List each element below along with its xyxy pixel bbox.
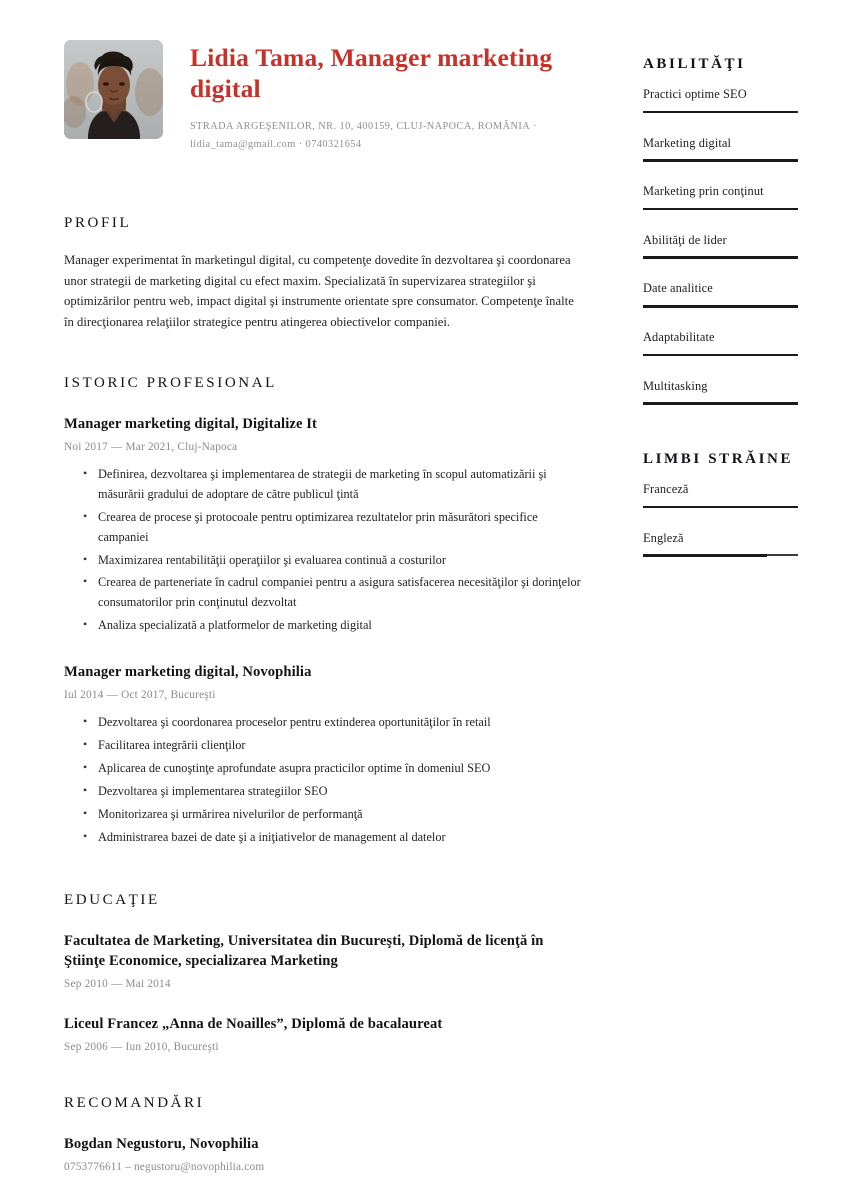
- skill-rating-bar: [643, 402, 798, 404]
- section-heading-skills: ABILITĂŢI: [643, 56, 746, 72]
- job-title: Manager marketing digital, Digitalize It: [64, 415, 318, 432]
- skill-label: Marketing prin conţinut: [643, 184, 764, 199]
- page-title: Lidia Tama, Manager marketing digital: [190, 43, 553, 104]
- list-item: • Crearea de parteneriate în cadrul companiei pentru a asigura satisfacerea necesităţilor şi dorinţelor consumatorilor prin conţinutul dezvoltat: [98, 573, 584, 613]
- language-rating-fill: [643, 554, 767, 557]
- list-item: • Aplicarea de cunoştinţe aprofundate asupra practicilor optime în domeniul SEO: [98, 759, 584, 779]
- job-bullet-list: [64, 713, 584, 847]
- job-meta: Iul 2014 — Oct 2017, Bucureşti: [64, 689, 216, 702]
- list-item: • Analiza specializată a platformelor de marketing digital: [98, 616, 584, 636]
- main-column: [64, 0, 584, 1173]
- skill-rating-bar: [643, 159, 798, 161]
- skill-label: Date analitice: [643, 281, 713, 296]
- experience-entry: [64, 662, 584, 848]
- education-meta: Sep 2006 — Iun 2010, Bucureşti: [64, 1041, 219, 1054]
- skill-rating-fill: [643, 256, 798, 259]
- education-entry: [64, 931, 584, 990]
- education-title: Facultatea de Marketing, Universitatea din Bucureşti, Diplomă de licenţă în Ştiinţe Economice, specializarea Marketing: [64, 932, 544, 969]
- language-label: Franceză: [643, 482, 689, 497]
- list-item: • Facilitarea integrării clienţilor: [98, 736, 584, 756]
- list-item: • Maximizarea rentabilităţii operaţiilor şi evaluarea continuă a costurilor: [98, 551, 584, 571]
- skill-rating-fill: [643, 159, 798, 162]
- reference-name: Bogdan Negustoru, Novophilia: [64, 1136, 259, 1153]
- skill-rating-fill: [643, 111, 798, 114]
- resume-header: [64, 0, 584, 160]
- list-item: • Definirea, dezvoltarea şi implementarea de strategii de marketing în scopul automatizării şi măsurării gradului de adoptare de către publicul ţintă: [98, 465, 584, 505]
- section-heading-experience: ISTORIC PROFESIONAL: [64, 374, 277, 391]
- skill-item: [643, 279, 798, 328]
- skill-rating-fill: [643, 354, 798, 357]
- section-heading-education: EDUCAŢIE: [64, 891, 160, 908]
- section-heading-profile: PROFIL: [64, 215, 132, 231]
- section-heading-references: RECOMANDĂRI: [64, 1095, 205, 1112]
- reference-entry: [64, 1134, 584, 1173]
- skill-label: Practici optime SEO: [643, 87, 747, 101]
- profile-text: Manager experimentat în marketingul digital, cu competenţe dovedite în dezvoltarea şi coordonarea unor strategii de marketing digital cu efect maxim. Specializată în supervizarea strategiilor şi optimizărilor pentru web, impact digital şi instrumente orientate spre consumator. Competenţe înalte în direcţionarea relaţiilor strategice pentru atingerea obiectivelor companiei.: [64, 253, 574, 330]
- reference-contact: 0753776611 – negustoru@novophilia.com: [64, 1161, 265, 1174]
- section-education: [64, 892, 584, 1053]
- skill-rating-bar: [643, 256, 798, 258]
- list-item: • Monitorizarea şi urmărirea nivelurilor de performanţă: [98, 805, 584, 825]
- skill-rating-bar: [643, 208, 798, 210]
- skill-item: [643, 328, 798, 377]
- contact-separator-1: ·: [533, 121, 538, 133]
- skill-item: [643, 231, 798, 280]
- skill-rating-bar: [643, 354, 798, 356]
- skill-rating-bar: [643, 305, 798, 307]
- list-item: • Administrarea bazei de date şi a iniţiativelor de management al datelor: [98, 828, 584, 848]
- section-profile: [64, 215, 584, 333]
- portrait-photo-icon: [64, 40, 163, 139]
- section-heading-languages: LIMBI STRĂINE: [643, 451, 794, 468]
- section-skills: [643, 56, 798, 425]
- language-item: [643, 529, 798, 578]
- skill-item: [643, 182, 798, 231]
- contact-info: [190, 118, 584, 153]
- list-item: • Crearea de procese şi protocoale pentru optimizarea rezultatelor prin măsurători specifice campaniei: [98, 508, 584, 548]
- sidebar: [643, 0, 798, 577]
- skill-label: Adaptabilitate: [643, 330, 715, 345]
- skill-rating-fill: [643, 402, 798, 405]
- list-item: • Dezvoltarea şi coordonarea proceselor pentru extinderea oportunităţilor în retail: [98, 713, 584, 733]
- section-references: [64, 1095, 584, 1173]
- skill-rating-fill: [643, 208, 798, 211]
- education-meta: Sep 2010 — Mai 2014: [64, 978, 171, 990]
- skill-item: [643, 377, 798, 426]
- job-meta: Noi 2017 — Mar 2021, Cluj-Napoca: [64, 440, 238, 453]
- language-rating-bar: [643, 554, 798, 556]
- contact-separator-2: ·: [298, 138, 303, 150]
- contact-phone[interactable]: 0740321654: [305, 138, 362, 150]
- education-entry: [64, 1014, 584, 1053]
- job-bullet-list: [64, 465, 584, 636]
- skill-item: [643, 85, 798, 134]
- language-rating-fill: [643, 506, 798, 509]
- contact-email[interactable]: lidia_tama@gmail.com: [190, 138, 296, 150]
- language-item: [643, 480, 798, 529]
- experience-entry: [64, 414, 584, 636]
- section-experience: [64, 375, 584, 848]
- language-label: Engleză: [643, 530, 684, 545]
- skill-item: [643, 134, 798, 183]
- header-text-block: [190, 40, 584, 154]
- section-languages: [643, 451, 798, 577]
- skill-label: Abilităţi de lider: [643, 232, 727, 247]
- avatar: [64, 40, 163, 139]
- job-title: Manager marketing digital, Novophilia: [64, 664, 312, 681]
- skill-label: Marketing digital: [643, 135, 732, 150]
- list-item: • Dezvoltarea şi implementarea strategiilor SEO: [98, 782, 584, 802]
- skill-rating-bar: [643, 111, 798, 113]
- language-rating-bar: [643, 506, 798, 508]
- skill-label: Multitasking: [643, 378, 708, 393]
- contact-address: STRADA ARGEŞENILOR, NR. 10, 400159, CLUJ-NAPOCA, ROMÂNIA: [190, 121, 531, 133]
- skill-rating-fill: [643, 305, 798, 308]
- education-title: Liceul Francez „Anna de Noailles”, Diplomă de bacalaureat: [64, 1016, 443, 1032]
